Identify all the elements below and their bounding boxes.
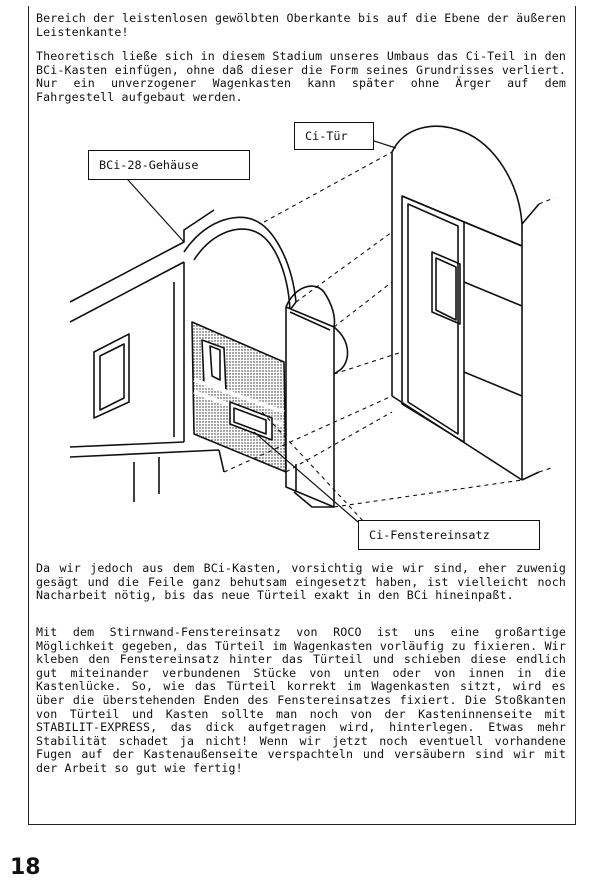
ci-door-frame	[392, 126, 539, 480]
page-number: 18	[10, 855, 41, 880]
car-opening	[192, 322, 286, 472]
paragraph-3: Da wir jedoch aus dem BCi-Kasten, vorsichtig wie wir sind, eher zuwenig gesägt und die Feile ganz behutsam eingesetzt haben, ist vielleicht noch Nacharbeit nötig, bis das neue Türteil exakt in den BCi hineinpaßt.	[36, 561, 566, 603]
paragraph-4: Mit dem Stirnwand-Fenstereinsatz von ROCO ist uns eine großartige Möglichkeit gegeben, das Türteil im Wagenkasten vorläufig zu fixieren. Wir kleben den Fenstereinsatz hinter das Türteil und schieben diese endlich gut miteinander verbundenen Stücke von unten oder von innen in die Kastenlücke. So, wie das Türteil korrekt im Wagenkasten sitzt, wird es über die überstehenden Enden des Fenstereinsatzes fixiert. Die Stoßkanten von Türteil und Kasten sollte man noch von der Kasteninnenseite mit STABILIT-EXPRESS, das dick aufgetragen wird, hinterlegen. Etwas mehr Stabilität schadet ja nicht! Wenn wir jetzt noch eventuell vorhandene Fugen auf der Kastenaußenseite verspachteln und versäubern sind wir mit der Arbeit so gut wie fertig!	[36, 625, 566, 775]
label-ci-tuer: Ci-Tür	[294, 122, 374, 150]
paragraph-2: Theoretisch ließe sich in diesem Stadium unseres Umbaus das Ci-Teil in den BCi-Kasten einfügen, ohne daß dieser die Form seines Grundrisses verliert. Nur ein unverzogener Wagenkasten kann später ohne Ärger auf dem Fahrgestell aufgebaut werden.	[36, 49, 566, 104]
paragraph-1: Bereich der leistenlosen gewölbten Oberkante bis auf die Ebene der äußeren Leistenkante!	[36, 11, 566, 39]
ci-door-part	[286, 286, 348, 507]
label-bci-gehaeuse: BCi-28-Gehäuse	[88, 150, 250, 180]
label-ci-fenstereinsatz: Ci-Fenstereinsatz	[358, 520, 540, 550]
